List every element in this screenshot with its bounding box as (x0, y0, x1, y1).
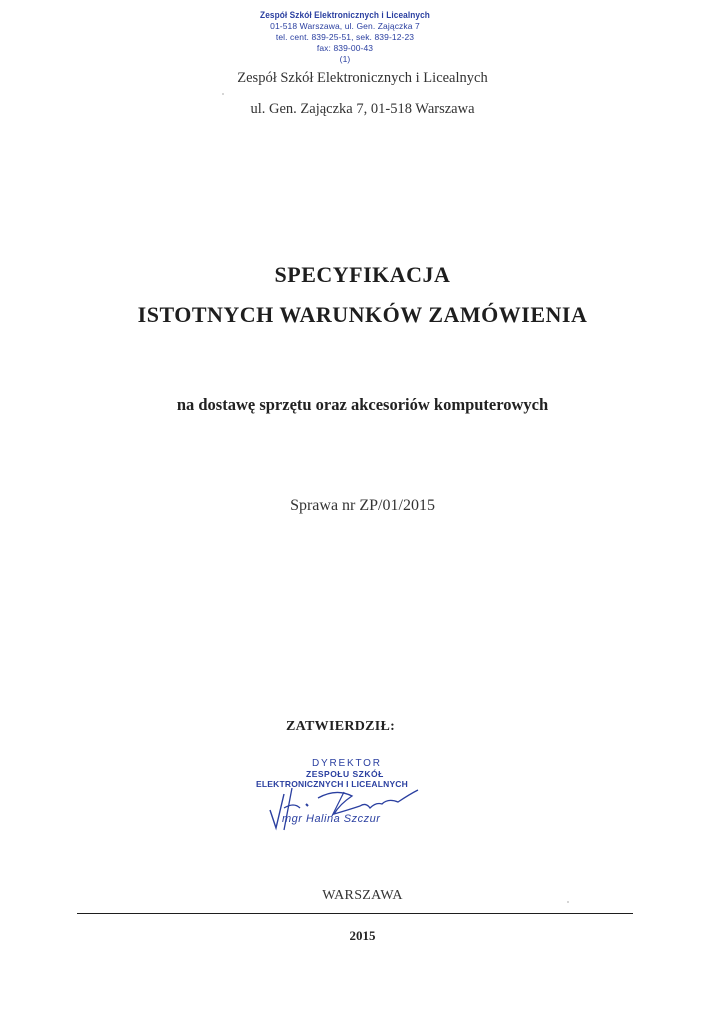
case-number: Sprawa nr ZP/01/2015 (290, 497, 435, 514)
document-title-line-1: SPECYFIKACJA (274, 262, 451, 287)
stamp-phone: tel. cent. 839-25-51, sek. 839-12-23 (275, 32, 415, 42)
director-stamp-school: ZESPOŁU SZKÓŁ (306, 769, 384, 779)
director-stamp-signature (248, 758, 438, 838)
footer-city: WARSZAWA (322, 888, 403, 903)
school-stamp (230, 10, 460, 65)
stamp-number: (1) (339, 54, 351, 64)
stamp-fax: fax: 839-00-43 (316, 43, 374, 53)
footer-year: 2015 (349, 928, 376, 943)
stamp-school-name: Zespół Szkół Elektronicznych i Licealnych (260, 10, 430, 20)
director-stamp-title: DYREKTOR (312, 758, 382, 769)
header-school-name: Zespół Szkół Elektronicznych i Licealnych (237, 70, 488, 86)
header-address: ul. Gen. Zajączka 7, 01-518 Warszawa (250, 101, 475, 117)
director-stamp-school-full: ELEKTRONICZNYCH I LICEALNYCH (256, 779, 408, 789)
approval-label: ZATWIERDZIŁ: (286, 719, 396, 734)
footer-divider (77, 913, 633, 914)
document-title-line-2: ISTOTNYCH WARUNKÓW ZAMÓWIENIA (137, 302, 588, 327)
handwritten-signature (248, 758, 438, 838)
scan-speck (222, 93, 224, 95)
scan-speck (567, 901, 569, 903)
stamp-address: 01-518 Warszawa, ul. Gen. Zajączka 7 (270, 21, 420, 31)
director-name: mgr Halina Szczur (282, 813, 381, 825)
document-subtitle: na dostawę sprzętu oraz akcesoriów komputerowych (176, 395, 549, 414)
